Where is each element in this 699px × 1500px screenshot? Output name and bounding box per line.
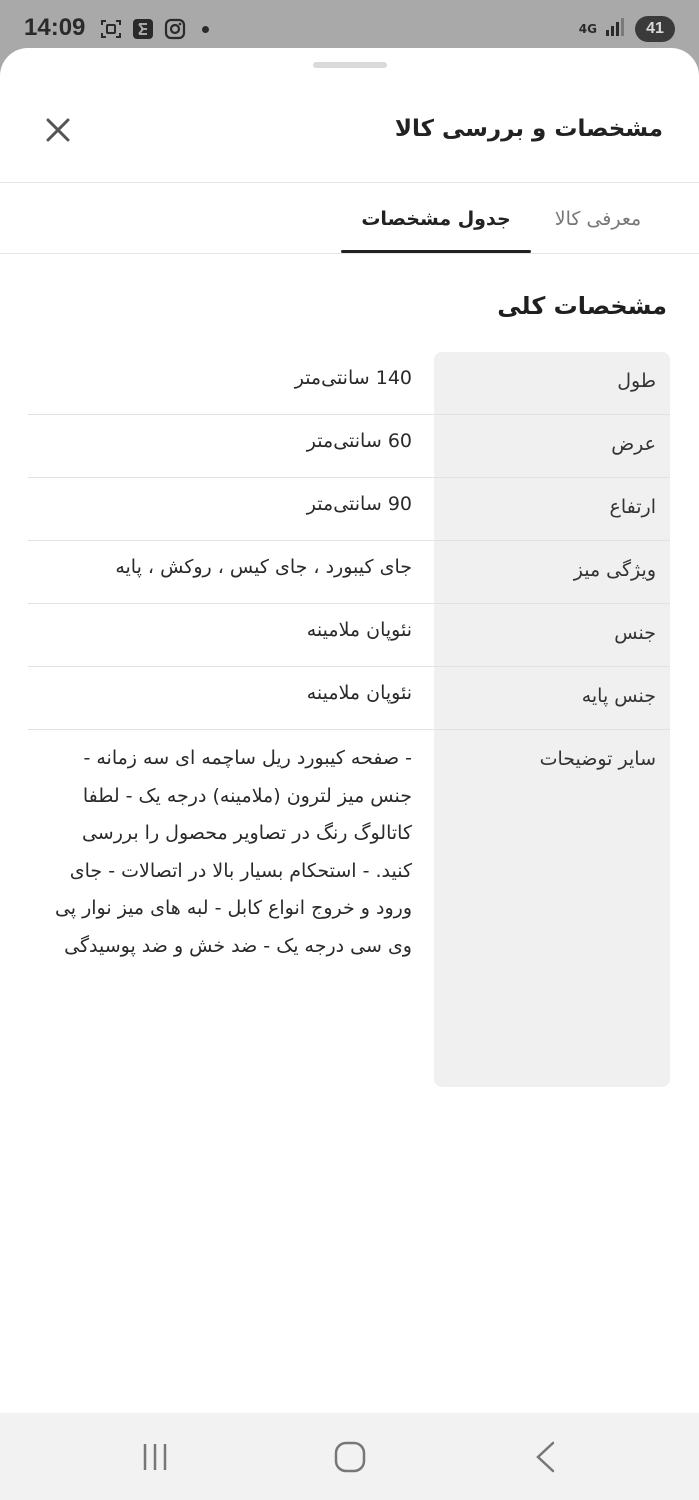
header-divider bbox=[0, 182, 699, 183]
spec-value: نئوپان ملامینه bbox=[306, 682, 412, 704]
home-button[interactable] bbox=[320, 1435, 380, 1479]
battery-indicator bbox=[635, 16, 675, 42]
spec-key: عرض bbox=[611, 433, 656, 455]
screenshot-icon bbox=[100, 18, 122, 40]
close-icon bbox=[44, 116, 72, 144]
spec-table bbox=[28, 352, 670, 1087]
battery-level: 41 bbox=[646, 20, 664, 37]
spec-sheet bbox=[0, 48, 699, 1413]
spec-key: سایر توضیحات bbox=[539, 748, 656, 770]
spec-key: جنس پایه bbox=[581, 685, 656, 707]
spec-row bbox=[28, 667, 670, 730]
spec-row bbox=[28, 415, 670, 478]
network-label: 4G bbox=[578, 22, 597, 36]
section-title: مشخصات کلی bbox=[497, 292, 667, 320]
e-app-icon bbox=[132, 18, 154, 40]
back-button[interactable] bbox=[515, 1435, 575, 1479]
spec-value: نئوپان ملامینه bbox=[306, 619, 412, 641]
recent-apps-button[interactable] bbox=[125, 1435, 185, 1479]
notification-dot-icon bbox=[202, 26, 209, 33]
tab-product-intro[interactable]: معرفی کالا bbox=[554, 208, 642, 230]
tab-spec-table[interactable]: جدول مشخصات bbox=[361, 208, 511, 230]
signal-icon bbox=[605, 17, 627, 41]
spec-value: 60 سانتی‌متر bbox=[306, 430, 412, 452]
drag-handle[interactable] bbox=[313, 62, 387, 68]
recent-apps-icon bbox=[140, 1442, 170, 1472]
tab-bar bbox=[0, 184, 699, 254]
spec-key: ارتفاع bbox=[609, 496, 656, 518]
back-icon bbox=[533, 1440, 557, 1474]
status-time: 14:09 bbox=[24, 14, 86, 41]
tabs-divider bbox=[0, 253, 699, 254]
spec-value: - صفحه کیبورد ریل ساچمه ای سه زمانه - جنس میز لترون (ملامینه) درجه یک - لطفا کاتالوگ رنگ در تصاویر محصول را بررسی کنید. - استحکام بسیار بالا در اتصالات - جای ورود و خروج انواع کابل - لبه های میز نوار پی وی سی درجه یک - ضد خش و ضد پوسیدگی bbox=[54, 747, 412, 957]
spec-value: 140 سانتی‌متر bbox=[294, 367, 412, 389]
instagram-icon bbox=[164, 18, 186, 40]
close-button[interactable] bbox=[38, 110, 78, 150]
status-left-icons bbox=[100, 18, 209, 40]
spec-key: جنس bbox=[614, 622, 656, 644]
home-icon bbox=[333, 1440, 367, 1474]
spec-key: طول bbox=[617, 370, 656, 392]
spec-row bbox=[28, 730, 670, 1087]
spec-row bbox=[28, 541, 670, 604]
spec-value: 90 سانتی‌متر bbox=[306, 493, 412, 515]
system-nav-bar bbox=[0, 1413, 699, 1500]
status-right-icons bbox=[579, 16, 675, 42]
sheet-title: مشخصات و بررسی کالا bbox=[394, 116, 663, 142]
spec-row bbox=[28, 478, 670, 541]
spec-key: ویژگی میز bbox=[573, 559, 656, 581]
spec-row bbox=[28, 352, 670, 415]
spec-value: جای کیبورد ، جای کیس ، روکش ، پایه bbox=[115, 556, 412, 578]
sheet-header bbox=[0, 98, 699, 182]
spec-row bbox=[28, 604, 670, 667]
